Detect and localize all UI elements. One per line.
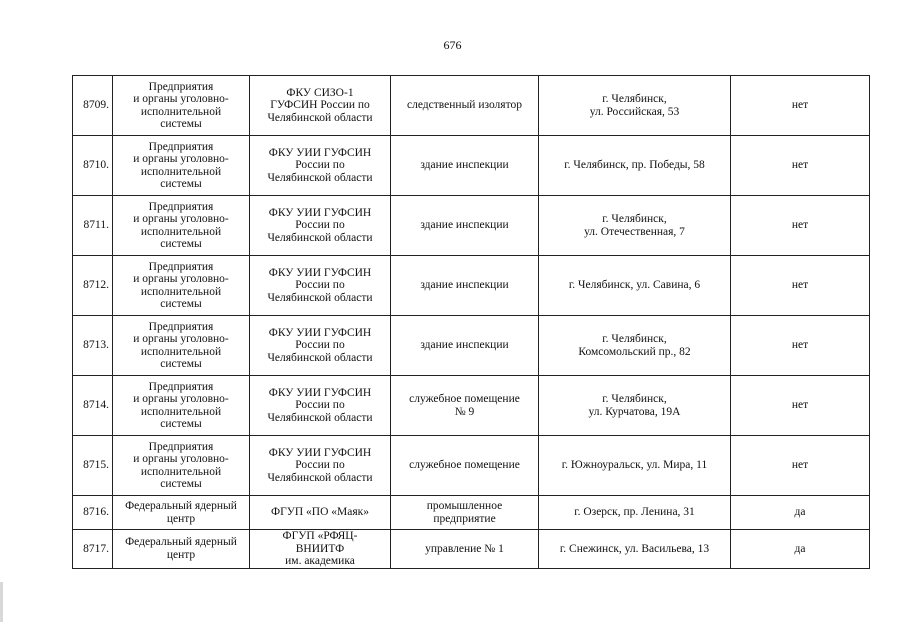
address-cell: г. Челябинск, ул. Российская, 53 <box>539 76 731 136</box>
flag-cell: нет <box>731 316 870 376</box>
organization-cell: ФКУ УИИ ГУФСИН России по Челябинской области <box>250 376 391 436</box>
sector-cell: Предприятия и органы уголовно- исполнительной системы <box>113 376 250 436</box>
organization-cell: ФКУ УИИ ГУФСИН России по Челябинской области <box>250 196 391 256</box>
address-cell: г. Озерск, пр. Ленина, 31 <box>539 496 731 530</box>
flag-cell: нет <box>731 76 870 136</box>
row-number: 8710. <box>73 136 113 196</box>
flag-cell: да <box>731 496 870 530</box>
organization-cell: ФКУ УИИ ГУФСИН России по Челябинской области <box>250 136 391 196</box>
sector-cell: Предприятия и органы уголовно- исполнительной системы <box>113 256 250 316</box>
table-row <box>73 496 870 530</box>
sector-cell: Федеральный ядерный центр <box>113 530 250 569</box>
address-cell: г. Южноуральск, ул. Мира, 11 <box>539 436 731 496</box>
organization-cell: ФКУ УИИ ГУФСИН России по Челябинской области <box>250 256 391 316</box>
table-row <box>73 316 870 376</box>
address-cell: г. Челябинск, Комсомольский пр., 82 <box>539 316 731 376</box>
sector-cell: Предприятия и органы уголовно- исполнительной системы <box>113 436 250 496</box>
sector-cell: Предприятия и органы уголовно- исполнительной системы <box>113 76 250 136</box>
row-number: 8713. <box>73 316 113 376</box>
object-cell: промышленное предприятие <box>391 496 539 530</box>
organization-cell: ФГУП «РФЯЦ- ВНИИТФ им. академика <box>250 530 391 569</box>
flag-cell: нет <box>731 256 870 316</box>
flag-cell: нет <box>731 436 870 496</box>
object-cell: служебное помещение <box>391 436 539 496</box>
scan-edge-mark <box>0 582 3 622</box>
row-number: 8714. <box>73 376 113 436</box>
table-row <box>73 136 870 196</box>
address-cell: г. Снежинск, ул. Васильева, 13 <box>539 530 731 569</box>
registry-table <box>72 75 870 569</box>
object-cell: здание инспекции <box>391 196 539 256</box>
table-row <box>73 376 870 436</box>
object-cell: управление № 1 <box>391 530 539 569</box>
object-cell: здание инспекции <box>391 136 539 196</box>
flag-cell: да <box>731 530 870 569</box>
address-cell: г. Челябинск, ул. Курчатова, 19А <box>539 376 731 436</box>
organization-cell: ФКУ УИИ ГУФСИН России по Челябинской области <box>250 316 391 376</box>
table-row <box>73 436 870 496</box>
table-row <box>73 76 870 136</box>
object-cell: следственный изолятор <box>391 76 539 136</box>
address-cell: г. Челябинск, ул. Савина, 6 <box>539 256 731 316</box>
row-number: 8715. <box>73 436 113 496</box>
row-number: 8709. <box>73 76 113 136</box>
page-number: 676 <box>443 38 462 52</box>
sector-cell: Предприятия и органы уголовно- исполнительной системы <box>113 136 250 196</box>
row-number: 8711. <box>73 196 113 256</box>
sector-cell: Предприятия и органы уголовно- исполнительной системы <box>113 196 250 256</box>
table-row <box>73 196 870 256</box>
sector-cell: Федеральный ядерный центр <box>113 496 250 530</box>
organization-cell: ФКУ УИИ ГУФСИН России по Челябинской области <box>250 436 391 496</box>
flag-cell: нет <box>731 136 870 196</box>
sector-cell: Предприятия и органы уголовно- исполнительной системы <box>113 316 250 376</box>
row-number: 8716. <box>73 496 113 530</box>
object-cell: здание инспекции <box>391 316 539 376</box>
address-cell: г. Челябинск, ул. Отечественная, 7 <box>539 196 731 256</box>
organization-cell: ФГУП «ПО «Маяк» <box>250 496 391 530</box>
flag-cell: нет <box>731 376 870 436</box>
table-row <box>73 530 870 569</box>
table-row <box>73 256 870 316</box>
object-cell: служебное помещение № 9 <box>391 376 539 436</box>
organization-cell: ФКУ СИЗО-1 ГУФСИН России по Челябинской области <box>250 76 391 136</box>
flag-cell: нет <box>731 196 870 256</box>
row-number: 8712. <box>73 256 113 316</box>
object-cell: здание инспекции <box>391 256 539 316</box>
address-cell: г. Челябинск, пр. Победы, 58 <box>539 136 731 196</box>
row-number: 8717. <box>73 530 113 569</box>
